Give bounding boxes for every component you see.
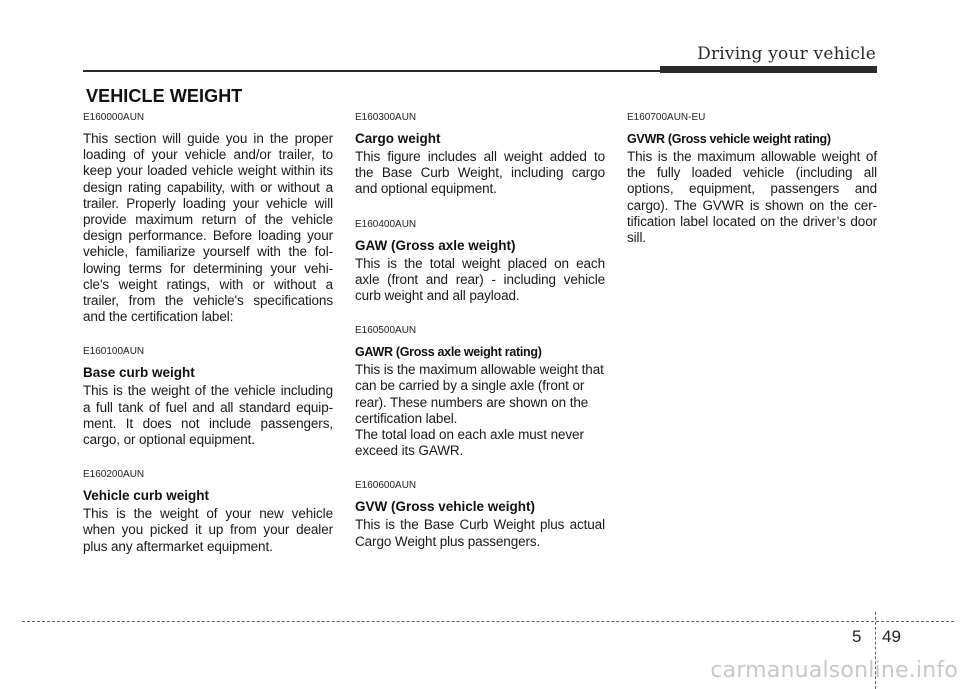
term-definition: This is the maximum allowable weight of the fully loaded vehicle (including all options, equipment, passengers and cargo). The GVWR is shown on the cer-tification label located on the driver’s door sill.: [627, 149, 877, 246]
term-heading: GVW (Gross vehicle weight): [355, 499, 536, 515]
gvw-block: [355, 480, 605, 549]
section-title: VEHICLE WEIGHT: [86, 86, 243, 106]
text-column-1: [83, 112, 333, 571]
text-column-3: [627, 112, 877, 262]
term-heading: GAWR (Gross axle weight rating): [355, 345, 542, 360]
header-rule-thin: [83, 70, 660, 72]
footer-dashed-rule: [22, 621, 954, 622]
term-heading: GAW (Gross axle weight): [355, 237, 516, 253]
text-column-2: [355, 112, 605, 566]
gvwr-block: [627, 112, 877, 246]
section-code: E160400AUN: [355, 218, 417, 230]
vehicle-curb-weight-block: [83, 469, 333, 555]
section-code: E160500AUN: [355, 325, 417, 337]
intro-paragraph: This section will guide you in the proper loading of your vehicle and/or trailer, to keep your loaded vehicle weight within its design rating capability, with or without a trailer. Properly loading your vehicle will provide maximum return of the vehicle design performance. Before loading your vehicle, familiarize yourself with the fol-lowing terms for determining your vehi-cle's weight ratings, with or without a trailer, from the vehicle's specifications and the certification label:: [83, 131, 333, 325]
term-definition: This is the Base Curb Weight plus actual Cargo Weight plus passengers.: [355, 517, 605, 549]
term-definition: This is the maximum allowable weight that can be carried by a single axle (front or rear). These numbers are shown on the certification label.: [355, 362, 604, 426]
term-definition: This figure includes all weight added to the Base Curb Weight, including cargo and optional equipment.: [355, 149, 605, 197]
section-code: E160300AUN: [355, 112, 417, 123]
gaw-block: [355, 219, 605, 305]
page-number: 49: [882, 627, 901, 646]
term-definition: This is the weight of the vehicle including a full tank of fuel and all standard equip-ment. It does not include passengers, cargo, or optional equipment.: [83, 383, 333, 448]
section-code: E160000AUN: [83, 112, 145, 123]
section-code: E160600AUN: [355, 480, 417, 492]
term-heading: Vehicle curb weight: [83, 488, 210, 504]
section-code: E160200AUN: [83, 469, 145, 481]
section-code: E160100AUN: [83, 346, 145, 358]
page-header-title: Driving your vehicle: [697, 44, 876, 64]
base-curb-weight-block: [83, 346, 333, 448]
term-heading: GVWR (Gross vehicle weight rating): [627, 132, 831, 146]
section-code: E160700AUN-EU: [627, 112, 706, 123]
term-definition: This is the weight of your new vehicle when you picked it up from your dealer plus any aftermarket equipment.: [83, 506, 333, 554]
watermark: carmanualsonline.info: [710, 658, 958, 683]
chapter-number: 5: [852, 627, 862, 646]
header-rule-thick: [660, 66, 877, 73]
term-heading: Base curb weight: [83, 365, 195, 381]
cargo-weight-block: [355, 112, 605, 198]
term-definition: This is the total weight placed on each axle (front and rear) - including vehicle curb weight and all payload.: [355, 255, 605, 304]
gawr-block: [355, 325, 605, 459]
term-heading: Cargo weight: [355, 131, 441, 146]
intro-block: [83, 112, 333, 325]
term-note: The total load on each axle must never exceed its GAWR.: [355, 427, 584, 459]
